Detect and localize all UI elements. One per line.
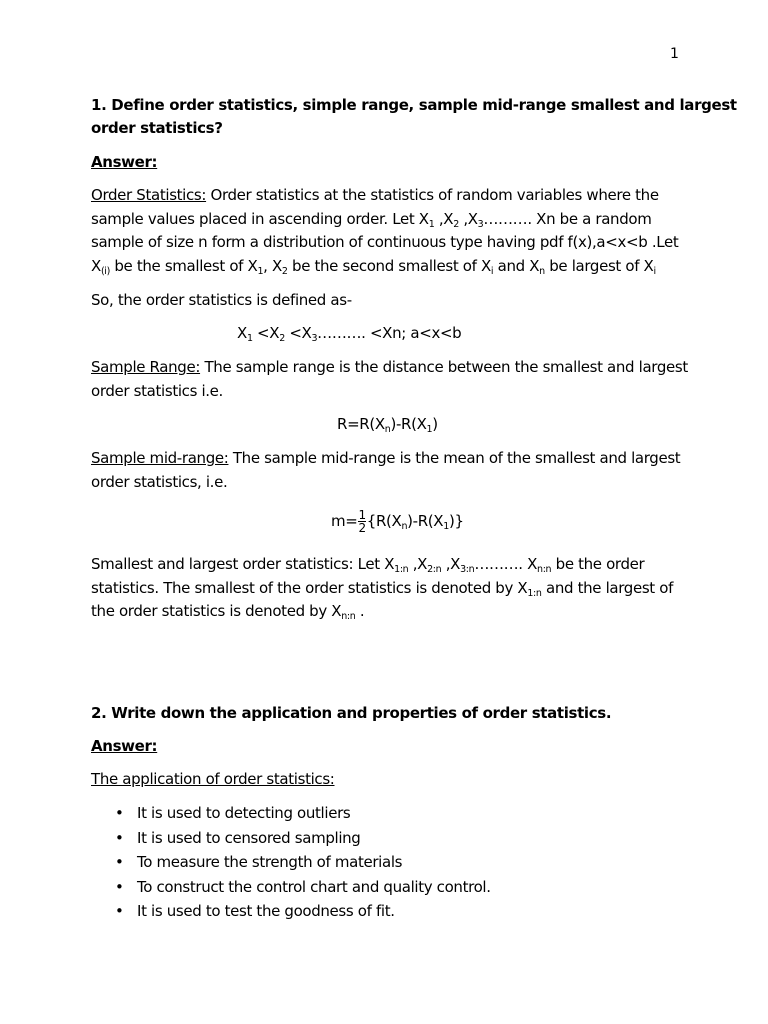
bullet-icon: •: [115, 804, 124, 822]
order-statistics-line-4: $X_{(i)}$ be the smallest of $X_1$, $X_2$ be the second smallest of $X_i$ and $X_n$ be largest of $X_i$: [91, 257, 656, 277]
application-list: [115, 801, 491, 924]
sample-range-equation: $R=R(X_n)-R(X_1)$: [337, 415, 438, 435]
order-statistics-equation: $X_1 <X_2$ $<X_3\dots\dots\dots$. <Xn; a<x<b: [237, 324, 462, 344]
bullet-icon: •: [115, 828, 124, 847]
list-item: • It is used to test the goodness of fit.: [115, 899, 491, 924]
mid-range-equation: $m=\frac{1}{2}$ $\{R(X_n)-R(X_1)\}$: [331, 508, 464, 535]
smallest-largest-line-3: the order statistics is denoted by $X_{n:n}$ .: [91, 602, 365, 622]
order-statistics-line-2: sample values placed in ascending order. Let $X_1$ $,X_2$ $,X_3\dots\dots\dots$. Xn be a random: [91, 210, 652, 230]
sample-mid-range-label: Sample mid-range:: [91, 449, 229, 467]
sample-range-line-1: Sample Range: The sample range is the distance between the smallest and largest: [91, 358, 688, 376]
list-item: • It is used to censored sampling: [115, 826, 491, 851]
so-line: So, the order statistics is defined as-: [91, 291, 352, 309]
q1-title: 1. Define order statistics, simple range, sample mid-range smallest and largest: [91, 96, 737, 114]
smallest-largest-line-1: Smallest and largest order statistics: Let $X_{1:n}$ $,X_{2:n}$ $,X_{3:n}\dots\dots\dots$. $X_{n:n}$ be the order: [91, 555, 645, 575]
sample-mid-range-line-2: order statistics, i.e.: [91, 473, 228, 491]
bullet-icon: •: [115, 902, 124, 920]
sample-mid-range-line-1: Sample mid-range: The sample mid-range is the mean of the smallest and largest: [91, 449, 681, 467]
q1-title-continued: order statistics?: [91, 119, 223, 137]
list-item: • To construct the control chart and quality control.: [115, 875, 491, 900]
smallest-largest-line-2: statistics. The smallest of the order statistics is denoted by $X_{1:n}$ and the largest of: [91, 579, 674, 599]
order-statistics-line-1: Order Statistics: Order statistics at the statistics of random variables where the: [91, 186, 659, 204]
application-heading: The application of order statistics:: [91, 770, 335, 788]
order-statistics-line-3: sample of size n form a distribution of continuous type having pdf f(x),a<x<b .Let: [91, 233, 679, 251]
order-statistics-label: Order Statistics:: [91, 186, 207, 204]
sample-range-line-2: order statistics i.e.: [91, 382, 223, 400]
half-fraction: $\frac{1}{2}$: [358, 508, 366, 535]
bullet-icon: •: [115, 853, 124, 871]
q2-title: 2. Write down the application and properties of order statistics.: [91, 704, 612, 722]
sample-range-label: Sample Range:: [91, 358, 201, 376]
list-item: • It is used to detecting outliers: [115, 801, 491, 826]
q2-answer-label: Answer:: [91, 737, 158, 755]
page-number: 1: [670, 46, 679, 62]
q1-answer-label: Answer:: [91, 153, 158, 171]
bullet-icon: •: [115, 877, 124, 896]
list-item: • To measure the strength of materials: [115, 850, 491, 875]
